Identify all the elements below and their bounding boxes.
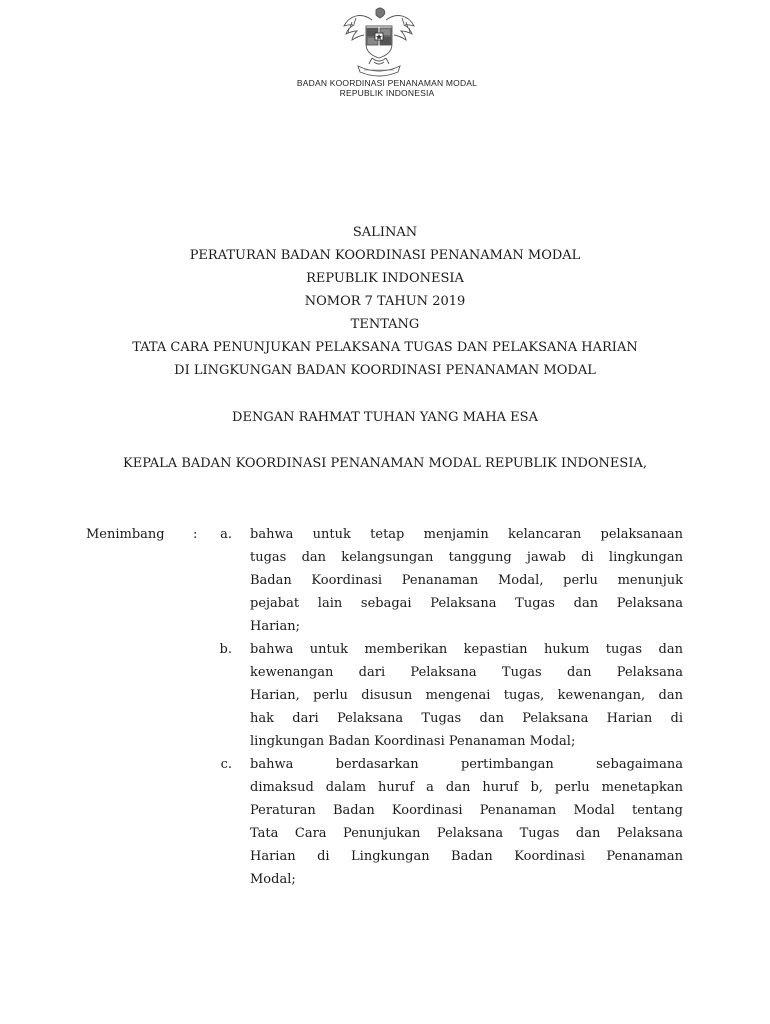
country-title: REPUBLIK INDONESIA [306, 271, 464, 286]
consideration-a [250, 523, 683, 638]
paragraph-line: pejabat lain sebagai Pelaksana Tugas dan Pelaksana [250, 596, 683, 611]
paragraph-line: Tata Cara Penunjukan Pelaksana Tugas dan Pelaksana [250, 826, 683, 841]
paragraph-line: bahwa berdasarkan pertimbangan sebagaimana [250, 757, 683, 772]
paragraph-line: bahwa untuk tetap menjamin kelancaran pelaksanaan [250, 527, 683, 542]
subject-line-1: TATA CARA PENUNJUKAN PELAKSANA TUGAS DAN PELAKSANA HARIAN [132, 340, 638, 355]
subject-line-2: DI LINGKUNGAN BADAN KOORDINASI PENANAMAN MODAL [174, 363, 596, 378]
agency-name-line1: BADAN KOORDINASI PENANAMAN MODAL [296, 78, 478, 88]
item-letter-b: b. [219, 642, 232, 657]
item-letter-a: a. [220, 527, 232, 542]
regulation-number: NOMOR 7 TAHUN 2019 [304, 294, 466, 309]
agency-name-line2: REPUBLIK INDONESIA [339, 88, 435, 98]
item-letter-c: c. [220, 757, 232, 772]
paragraph-line: lingkungan Badan Koordinasi Penanaman Modal; [250, 734, 576, 749]
tentang-label: TENTANG [350, 317, 420, 332]
paragraph-line: dimaksud dalam huruf a dan huruf b, perlu menetapkan [250, 780, 683, 795]
blessing-line: DENGAN RAHMAT TUHAN YANG MAHA ESA [232, 410, 538, 425]
consideration-c [250, 753, 683, 891]
paragraph-line: tugas dan kelangsungan tanggung jawab di lingkungan [250, 550, 683, 565]
paragraph-line: Modal; [250, 872, 296, 887]
paragraph-line: Harian di Lingkungan Badan Koordinasi Penanaman [250, 849, 683, 864]
paragraph-line: Badan Koordinasi Penanaman Modal, perlu menunjuk [250, 573, 683, 588]
paragraph-line: bahwa untuk memberikan kepastian hukum tugas dan [250, 642, 683, 657]
consideration-b [250, 638, 683, 753]
paragraph-line: Peraturan Badan Koordinasi Penanaman Modal tentang [250, 803, 683, 818]
paragraph-line: kewenangan dari Pelaksana Tugas dan Pelaksana [250, 665, 683, 680]
issuer-line: KEPALA BADAN KOORDINASI PENANAMAN MODAL REPUBLIK INDONESIA, [123, 456, 647, 471]
paragraph-line: hak dari Pelaksana Tugas dan Pelaksana Harian di [250, 711, 683, 726]
salinan-label: SALINAN [352, 225, 418, 240]
menimbang-colon: : [193, 527, 198, 542]
paragraph-line: Harian; [250, 619, 300, 634]
paragraph-line: Harian, perlu disusun mengenai tugas, kewenangan, dan [250, 688, 683, 703]
garuda-emblem-icon [336, 4, 422, 78]
regulation-title: PERATURAN BADAN KOORDINASI PENANAMAN MODAL [189, 248, 581, 263]
menimbang-label: Menimbang [86, 527, 165, 542]
